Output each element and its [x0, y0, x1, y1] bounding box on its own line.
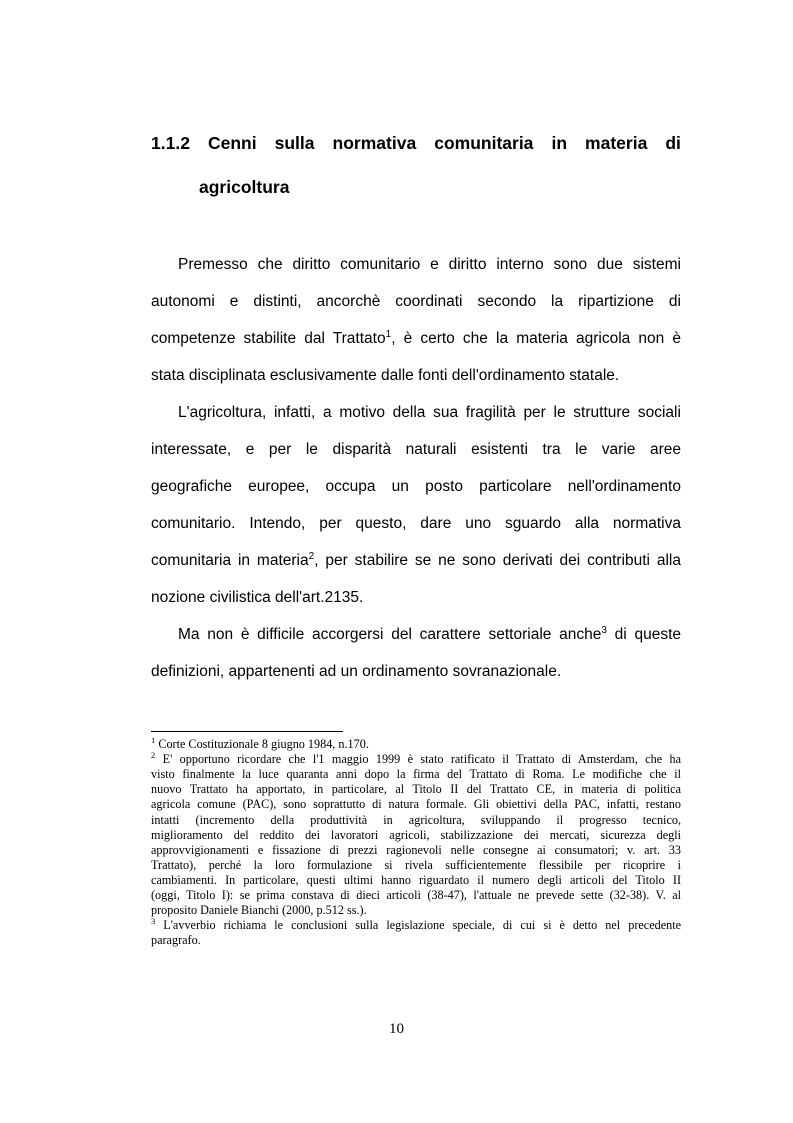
word: per [268, 441, 292, 458]
line-text: di queste [606, 626, 681, 643]
footnote-line [151, 858, 681, 873]
word: coordinati [395, 293, 463, 310]
heading-word: materia [585, 133, 648, 153]
paragraph-line [151, 662, 681, 682]
footnote-text: E' opportuno ricordare che l'1 maggio 1999 è stato ratificato il Trattato di Amsterdam, che ha [162, 752, 681, 767]
word: nell'ordinamento [567, 478, 681, 495]
footnote-text: proposito Daniele Bianchi (2000, p.512 ss.). [151, 903, 367, 918]
word: normativa [612, 515, 681, 532]
paragraph-line [151, 292, 681, 312]
word: due [597, 256, 623, 273]
paragraph-line [178, 403, 681, 423]
word: aree [649, 441, 681, 458]
footnote-text: nuovo Trattato ha apportato, in particolare, al Titolo II del Trattato CE, in materia di politica [151, 782, 681, 797]
word: di [668, 293, 681, 310]
word: varie [601, 441, 636, 458]
word: uno [465, 515, 492, 532]
word: infatti, [273, 404, 316, 421]
word: e [430, 256, 439, 273]
word: a [323, 404, 332, 421]
footnote-text: Corte Costituzionale 8 giugno 1984, n.170. [158, 737, 369, 751]
word: le [553, 404, 566, 421]
footnote-text: (oggi, Titolo I): se prima constava di dieci articoli (38-47), l'attuale ne prevede sette (32-38). V. al [151, 888, 681, 902]
word: strutture [573, 404, 631, 421]
footnote-text: intatti (incremento della produttività in agricoltura, sviluppando il progresso tecnico, [151, 812, 681, 827]
word: dare [420, 515, 452, 532]
line-text: competenze stabilite dal Trattato [151, 330, 386, 347]
section-number: 1.1.2 [151, 133, 190, 153]
word: Premesso [178, 256, 248, 273]
word: distinti, [253, 293, 302, 310]
page-number: 10 [389, 1021, 404, 1037]
word: particolare [479, 478, 552, 495]
section-heading-continuation: agricoltura [199, 177, 290, 197]
paragraph-line [151, 440, 681, 460]
footnote-text: cambiamenti. In particolare, questi ultimi hanno riguardato il numero degli articoli del Titolo II [151, 872, 681, 887]
paragraph-line [151, 588, 681, 608]
footnote-mark: 2 [151, 750, 156, 761]
word: questo, [355, 515, 407, 532]
line-text: stata disciplinata esclusivamente dalle fonti dell'ordinamento statale. [151, 367, 620, 384]
paragraph-line [151, 551, 681, 571]
word: comunitario [340, 256, 421, 273]
footnote-text: Trattato), perché la loro formulazione si rivela sufficientemente flessibile per ricoprire i [151, 857, 681, 872]
heading-word: Cenni [207, 133, 257, 153]
line-text: definizioni, appartenenti ad un ordinamento sovranazionale. [151, 663, 562, 680]
heading-word: di [665, 133, 681, 153]
paragraph-line [178, 255, 681, 275]
footnote-line [151, 933, 681, 948]
word: per [523, 404, 546, 421]
paragraph-line [151, 329, 681, 349]
word: sono [553, 256, 588, 273]
paragraph-line [178, 625, 681, 645]
heading-word: normativa [332, 133, 417, 153]
line-text: , per stabilire se ne sono derivati dei contributi alla [314, 552, 681, 569]
paragraph-line [151, 477, 681, 497]
word: Intendo, [249, 515, 306, 532]
footnote-line [151, 828, 681, 843]
word: interessate, [151, 441, 232, 458]
word: naturali [405, 441, 457, 458]
footnote-line [151, 888, 681, 903]
word: comunitario. [151, 515, 236, 532]
word: diritto [292, 256, 331, 273]
footnote-text: visto finalmente la luce quaranta anni dopo la firma del Trattato di Roma. Le modifiche che il [151, 767, 681, 782]
word: tra [542, 441, 561, 458]
heading-word: in [551, 133, 568, 153]
word: autonomi [151, 293, 215, 310]
footnote-text: approvvigionamenti e fissazione di prezzi ragionevoli nelle consegne ai consumatori; v. art. 33 [151, 842, 681, 857]
word: sua [433, 404, 459, 421]
footnote-separator [151, 731, 343, 732]
word: un [391, 478, 409, 495]
footnote-reference: 2 [308, 550, 315, 562]
word: posto [425, 478, 463, 495]
word: fragilità [465, 404, 516, 421]
footnote-reference: 1 [385, 328, 392, 340]
footnote-line [151, 782, 681, 797]
footnote [151, 734, 681, 752]
heading-word: sulla [274, 133, 315, 153]
footnote-line [151, 797, 681, 812]
footnote-line [151, 813, 681, 828]
footnote-text: miglioramento del reddito dei lavoratori agricoli, stabilizzazione dei mercati, sicurezza degli [151, 827, 681, 842]
footnote-mark: 1 [151, 734, 156, 745]
footnote-line [151, 873, 681, 888]
word: diritto [448, 256, 487, 273]
word: le [305, 441, 318, 458]
word: motivo [339, 404, 385, 421]
footnote-line [151, 843, 681, 858]
footnote-text: agricola comune (PAC), sono soprattutto di natura formale. Gli obiettivi della PAC, infatti, restano [151, 797, 681, 812]
line-text: Ma non è difficile accorgersi del carattere settoriale anche [178, 626, 602, 643]
word: alla [574, 515, 600, 532]
heading-word: comunitaria [434, 133, 534, 153]
footnote-mark: 3 [151, 916, 156, 927]
footnote-text: L'avverbio richiama le conclusioni sulla legislazione speciale, di cui si è detto nel precedente [163, 918, 681, 933]
word: e [245, 441, 255, 458]
paragraph-line [151, 514, 681, 534]
word: della [392, 404, 426, 421]
word: L'agricoltura, [178, 404, 267, 421]
word: disparità [332, 441, 392, 458]
footnote-reference: 3 [601, 624, 607, 636]
footnote-line [151, 903, 681, 918]
line-text: comunitaria in materia [151, 552, 309, 569]
word: interno [496, 256, 544, 273]
footnote [151, 918, 681, 933]
word: e [229, 293, 239, 310]
line-text: nozione civilistica dell'art.2135. [151, 589, 364, 606]
word: le [575, 441, 588, 458]
word: sistemi [632, 256, 681, 273]
word: sguardo [504, 515, 561, 532]
word: geografiche [151, 478, 233, 495]
footnote-text: paragrafo. [151, 933, 201, 948]
word: occupa [325, 478, 376, 495]
word: ancorchè [316, 293, 381, 310]
footnote [151, 752, 681, 767]
section-heading [151, 121, 681, 165]
line-text: , è certo che la materia agricola non è [391, 330, 681, 347]
word: secondo [477, 293, 537, 310]
word: sociali [637, 404, 681, 421]
footnote-line [151, 767, 681, 782]
word: ripartizione [578, 293, 654, 310]
word: che [257, 256, 283, 273]
word: europee, [248, 478, 310, 495]
word: esistenti [471, 441, 528, 458]
word: la [551, 293, 564, 310]
word: per [319, 515, 342, 532]
paragraph-line [151, 366, 681, 386]
